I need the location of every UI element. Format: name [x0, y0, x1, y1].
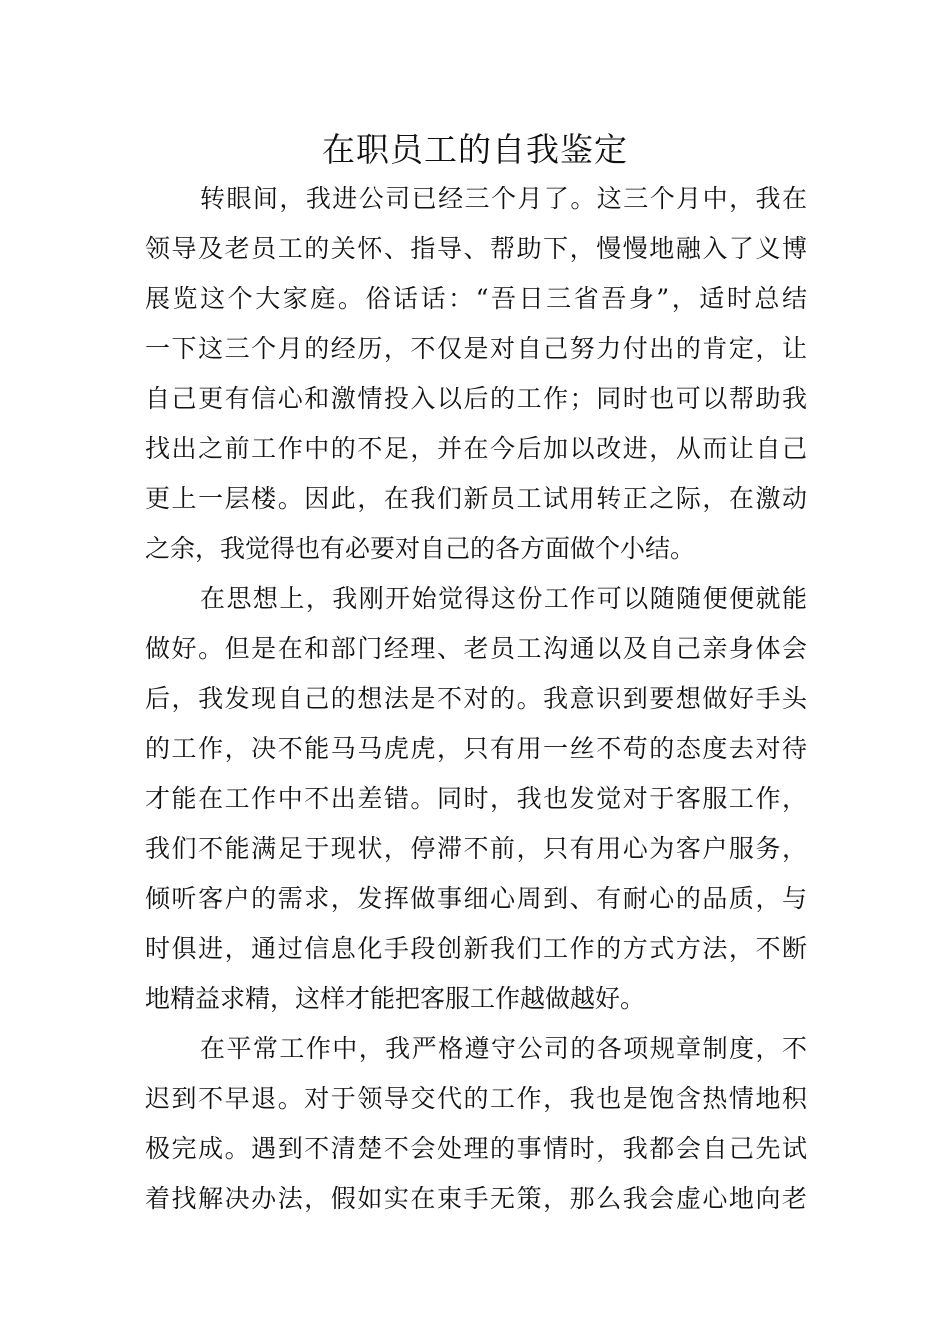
text-line: 找出之前工作中的不足，并在今后加以改进，从而让自己	[145, 434, 807, 463]
paragraph-2	[145, 574, 807, 1024]
text-line: 我们不能满足于现状，停滞不前，只有用心为客户服务，	[145, 834, 807, 863]
text-line: 做好。但是在和部门经理、老员工沟通以及自己亲身体会	[145, 634, 807, 663]
document-title: 在职员工的自我鉴定	[322, 130, 628, 169]
text-line: 之余，我觉得也有必要对自己的各方面做个小结。	[145, 534, 696, 563]
text-line: 更上一层楼。因此，在我们新员工试用转正之际，在激动	[145, 484, 807, 513]
document-body	[145, 174, 807, 1224]
text-line: 倾听客户的需求，发挥做事细心周到、有耐心的品质，与	[145, 884, 807, 913]
text-line: 极完成。遇到不清楚不会处理的事情时，我都会自己先试	[145, 1134, 807, 1163]
text-line: 自己更有信心和激情投入以后的工作；同时也可以帮助我	[145, 384, 807, 413]
text-line: 迟到不早退。对于领导交代的工作，我也是饱含热情地积	[145, 1084, 807, 1113]
paragraph-3	[145, 1024, 807, 1224]
text-line: 在思想上，我刚开始觉得这份工作可以随随便便就能	[200, 584, 807, 613]
text-line: 一下这三个月的经历，不仅是对自己努力付出的肯定，让	[145, 334, 807, 363]
text-line: 才能在工作中不出差错。同时，我也发觉对于客服工作，	[145, 784, 807, 813]
text-line: 后，我发现自己的想法是不对的。我意识到要想做好手头	[145, 684, 807, 713]
paragraph-1	[145, 174, 807, 574]
text-line: 转眼间，我进公司已经三个月了。这三个月中，我在	[200, 184, 807, 213]
text-line: 展览这个大家庭。俗话话：“吾日三省吾身”，适时总结	[145, 284, 807, 313]
text-line: 的工作，决不能马马虎虎，只有用一丝不苟的态度去对待	[145, 734, 807, 763]
text-line: 领导及老员工的关怀、指导、帮助下，慢慢地融入了义博	[145, 234, 807, 263]
text-line: 时俱进，通过信息化手段创新我们工作的方式方法，不断	[145, 934, 807, 963]
text-line: 在平常工作中，我严格遵守公司的各项规章制度，不	[200, 1034, 807, 1063]
text-line: 着找解决办法，假如实在束手无策，那么我会虚心地向老	[145, 1184, 807, 1213]
text-line: 地精益求精，这样才能把客服工作越做越好。	[145, 984, 646, 1013]
